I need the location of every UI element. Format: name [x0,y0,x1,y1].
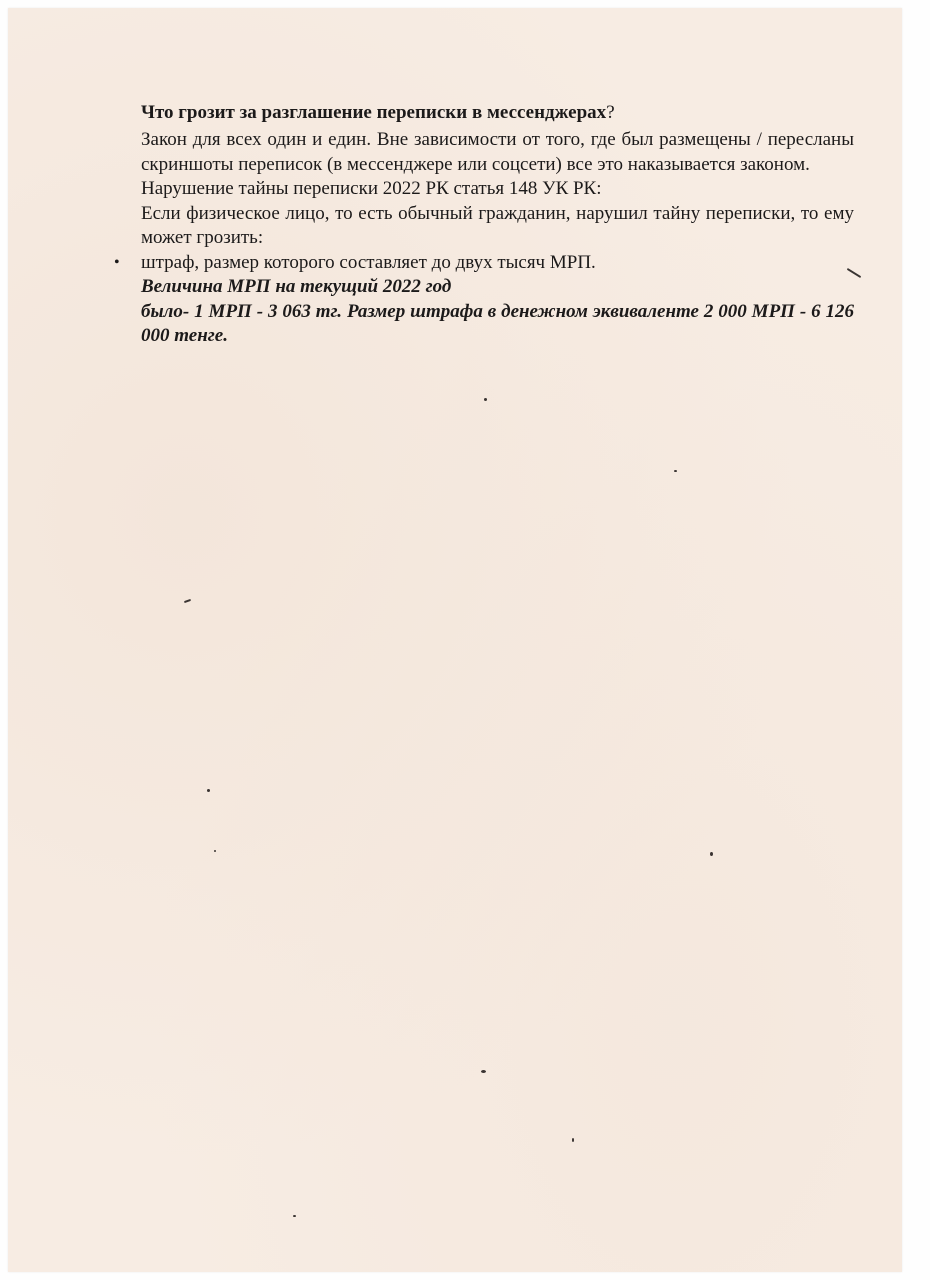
document-heading [141,101,854,125]
bullet-marker: • [114,253,120,271]
emphasis-mrp-value-heading: Величина МРП на текущий 2022 год [141,276,452,297]
scan-speck [674,470,677,472]
bullet-list-item [114,251,854,276]
scan-speck [572,1138,574,1142]
paragraph-law-for-all: Закон для всех один и един. Вне зависимости от того, где был размещены / пересланы скриншоты переписок (в мессенджере или соцсети) все это наказывается законом. [141,129,854,175]
paragraph-article-reference: Нарушение тайны переписки 2022 РК статья 148 УК РК: [141,178,602,199]
scan-speck [184,599,191,603]
bullet-text: штраф, размер которого составляет до двух тысяч МРП. [141,251,596,273]
scan-speck [214,850,216,852]
paragraph-individual-penalty: Если физическое лицо, то есть обычный гражданин, нарушил тайну переписки, то ему может грозить: [141,202,854,248]
heading-bold-text: Что грозит за разглашение переписки в мессенджерах [141,102,607,123]
emphasis-fine-amount: было- 1 МРП - 3 063 тг. Размер штрафа в денежном эквиваленте 2 000 МРП - 6 126 000 тенге. [141,300,854,346]
heading-question-mark: ? [606,102,615,123]
scan-speck [293,1215,296,1217]
document-body [114,101,854,349]
scan-speck [481,1070,486,1073]
scan-speck [710,852,713,856]
scan-speck [484,398,487,401]
document-page [8,8,902,1272]
scan-speck [207,789,210,792]
